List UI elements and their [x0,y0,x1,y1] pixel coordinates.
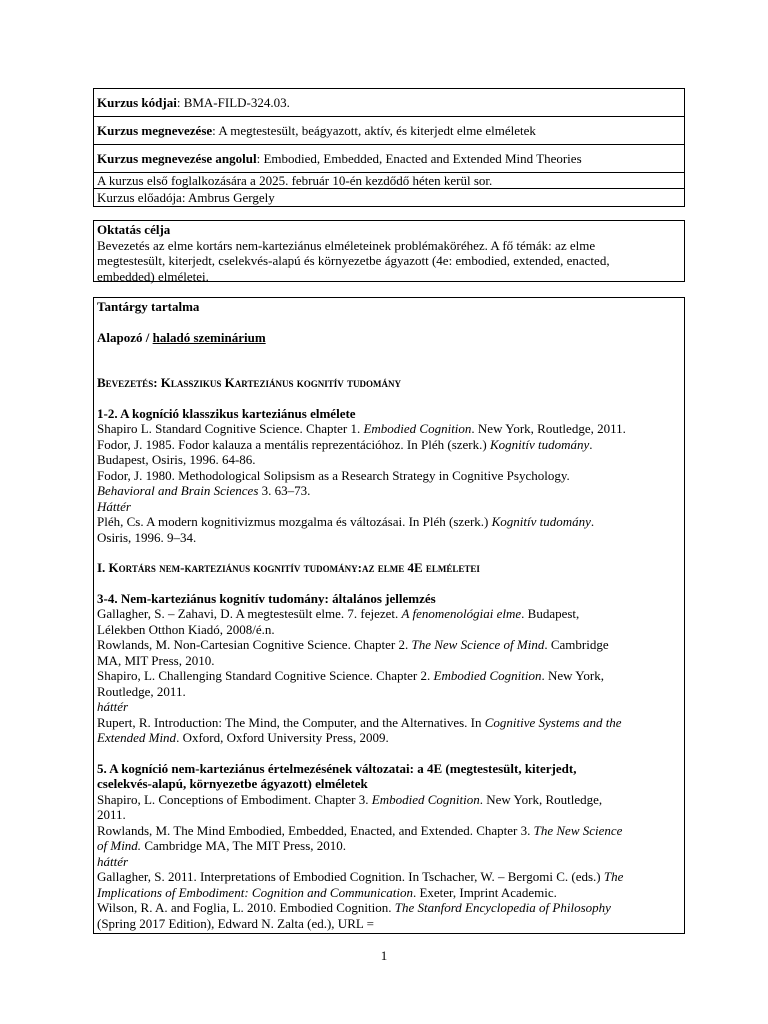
ref-text: Shapiro, L. Challenging Standard Cognitive Science. Chapter 2. [97,668,434,683]
reference-item [97,792,681,808]
reference-item [97,715,681,731]
course-code-row [94,89,684,117]
objective-text-line: Bevezetés az elme kortárs nem-karteziánus elméleteinek problémaköréhez. A fő témák: az elme [97,237,596,253]
ref-text: . Cambridge [544,637,609,652]
objective-title: Oktatás célja [97,222,171,237]
ref-title: A fenomenológiai elme [401,606,522,621]
reference-item-cont: Routledge, 2011. [97,683,186,699]
reference-item [97,900,681,916]
ref-text: Shapiro, L. Conceptions of Embodiment. Chapter 3. [97,791,372,807]
background-label: háttér [97,853,129,869]
ref-title: Cognitive Systems and the [484,714,622,730]
ref-text: Rupert, R. Introduction: The Mind, the Computer, and the Alternatives. In [97,714,485,730]
ref-text: . Oxford, Oxford University Press, 2009. [176,730,389,745]
reference-item [97,421,681,437]
ref-text: Gallagher, S. – Zahavi, D. A megtestesült elme. 7. fejezet. [97,606,402,621]
topic-heading: 5. A kogníció nem-karteziánus értelmezésének változatai: a 4E (megtestesült, kiterjedt, [97,760,577,776]
ref-text: . Budapest, [521,606,580,621]
reference-item-cont: Lélekben Otthon Kiadó, 2008/é.n. [97,621,275,637]
course-code-label: Kurzus kódjai [97,94,177,110]
ref-text: Wilson, R. A. and Foglia, L. 2010. Embodied Cognition. [97,900,395,915]
ref-text: Shapiro L. Standard Cognitive Science. Chapter 1. [97,421,364,436]
reference-item-cont: 2011. [97,807,126,822]
ref-title: Kognitív tudomány [491,514,591,529]
ref-text: Cambridge MA, The MIT Press, 2010. [141,838,347,853]
reference-item-cont: Osiris, 1996. 9–34. [97,529,197,545]
lecturer-row [94,189,684,206]
ref-text: 3. 63–73. [258,483,311,498]
reference-item-cont [97,483,681,499]
reference-item-cont [97,885,681,901]
reference-item-cont: MA, MIT Press, 2010. [97,652,215,668]
objective-text-line: embedded) elméletei. [97,268,209,284]
lecturer-text: Kurzus előadója: Ambrus Gergely [97,189,275,205]
ref-text: . New York, Routledge, 2011. [471,421,626,436]
ref-title: Extended Mind [97,730,177,745]
topic-heading: 3-4. Nem-karteziánus kognitív tudomány: általános jellemzés [97,590,436,606]
reference-item [97,668,681,684]
ref-text: Gallagher, S. 2011. Interpretations of Embodied Cognition. In Tschacher, W. – Bergomi C. (eds.) [97,869,604,884]
page-number: 1 [380,948,388,963]
background-label: háttér [97,699,129,714]
level-advanced: haladó szeminárium [152,329,266,345]
ref-text: . New York, Routledge, [479,791,603,807]
course-name-row [94,117,684,145]
ref-text: Fodor, J. 1985. Fodor kalauza a mentális reprezentációhoz. In Pléh (szerk.) [97,436,490,452]
ref-title: Kognitív tudomány [489,436,590,452]
reference-item [97,437,681,453]
reference-item [97,869,681,885]
ref-title: The [603,869,624,884]
first-session-text: A kurzus első foglalkozására a 2025. február 10-én kezdődő héten kerül sor. [97,173,493,188]
ref-title: The Stanford Encyclopedia of Philosophy [394,900,611,915]
level-basic: Alapozó / [97,329,153,345]
ref-title: Embodied Cognition [371,791,480,807]
course-name-en-row [94,145,684,173]
section-heading-one: I. Kortárs nem-karteziánus kognitív tudomány:az elme 4E elméletei [97,560,480,575]
course-content-box [93,297,685,934]
reference-item-cont: Budapest, Osiris, 1996. 64-86. [97,452,256,467]
ref-text: Rowlands, M. The Mind Embodied, Embedded, Enacted, and Extended. Chapter 3. [97,822,534,838]
ref-text: . New York, [541,668,604,683]
course-code-value: : BMA-FILD-324.03. [176,94,290,110]
topic-heading-cont: cselekvés-alapú, környezetbe ágyazott) elméletek [97,776,368,791]
objective-box [93,220,685,282]
seminar-level [97,330,681,346]
course-name-value: : A megtestesült, beágyazott, aktív, és kiterjedt elme elméletek [212,122,536,138]
topic-heading: 1-2. A kogníció klasszikus karteziánus elmélete [97,405,356,421]
ref-title: of Mind. [97,838,142,853]
reference-item [97,637,681,653]
ref-title: The New Science [533,822,623,838]
course-name-en-label: Kurzus megnevezése angolul [97,150,257,166]
reference-item-cont: (Spring 2017 Edition), Edward N. Zalta (ed.), URL = [97,915,374,931]
ref-title: The New Science of Mind [411,637,545,652]
reference-item-cont [97,838,681,854]
reference-item: Fodor, J. 1980. Methodological Solipsism as a Research Strategy in Cognitive Psychology. [97,467,570,483]
ref-text: Rowlands, M. Non-Cartesian Cognitive Science. Chapter 2. [97,637,412,652]
ref-text: . [589,436,593,452]
first-session-row [94,173,684,189]
background-label: Háttér [97,498,131,514]
reference-item [97,823,681,839]
reference-item-cont [97,730,681,746]
course-name-en-value: : Embodied, Embedded, Enacted and Extended Mind Theories [256,150,582,166]
ref-text: . Exeter, Imprint Academic. [412,884,557,900]
reference-item [97,606,681,622]
ref-title: Embodied Cognition [433,668,542,683]
ref-title: Embodied Cognition [363,421,472,436]
objective-text-line: megtestesült, kiterjedt, cselekvés-alapú és környezetbe ágyazott (4e: embodied, extended, enacted, [97,253,610,268]
ref-title: Behavioral and Brain Sciences [97,483,259,498]
course-info-table [93,88,685,207]
ref-title: Implications of Embodiment: Cognition and Communication [97,884,413,900]
ref-text: . [590,514,595,529]
reference-item [97,514,681,530]
content-title: Tantárgy tartalma [97,299,200,314]
ref-text: Pléh, Cs. A modern kognitivizmus mozgalma és változásai. In Pléh (szerk.) [97,514,492,529]
section-heading-intro: Bevezetés: Klasszikus Karteziánus kognitív tudomány [97,375,401,390]
course-name-label: Kurzus megnevezése [97,122,213,138]
